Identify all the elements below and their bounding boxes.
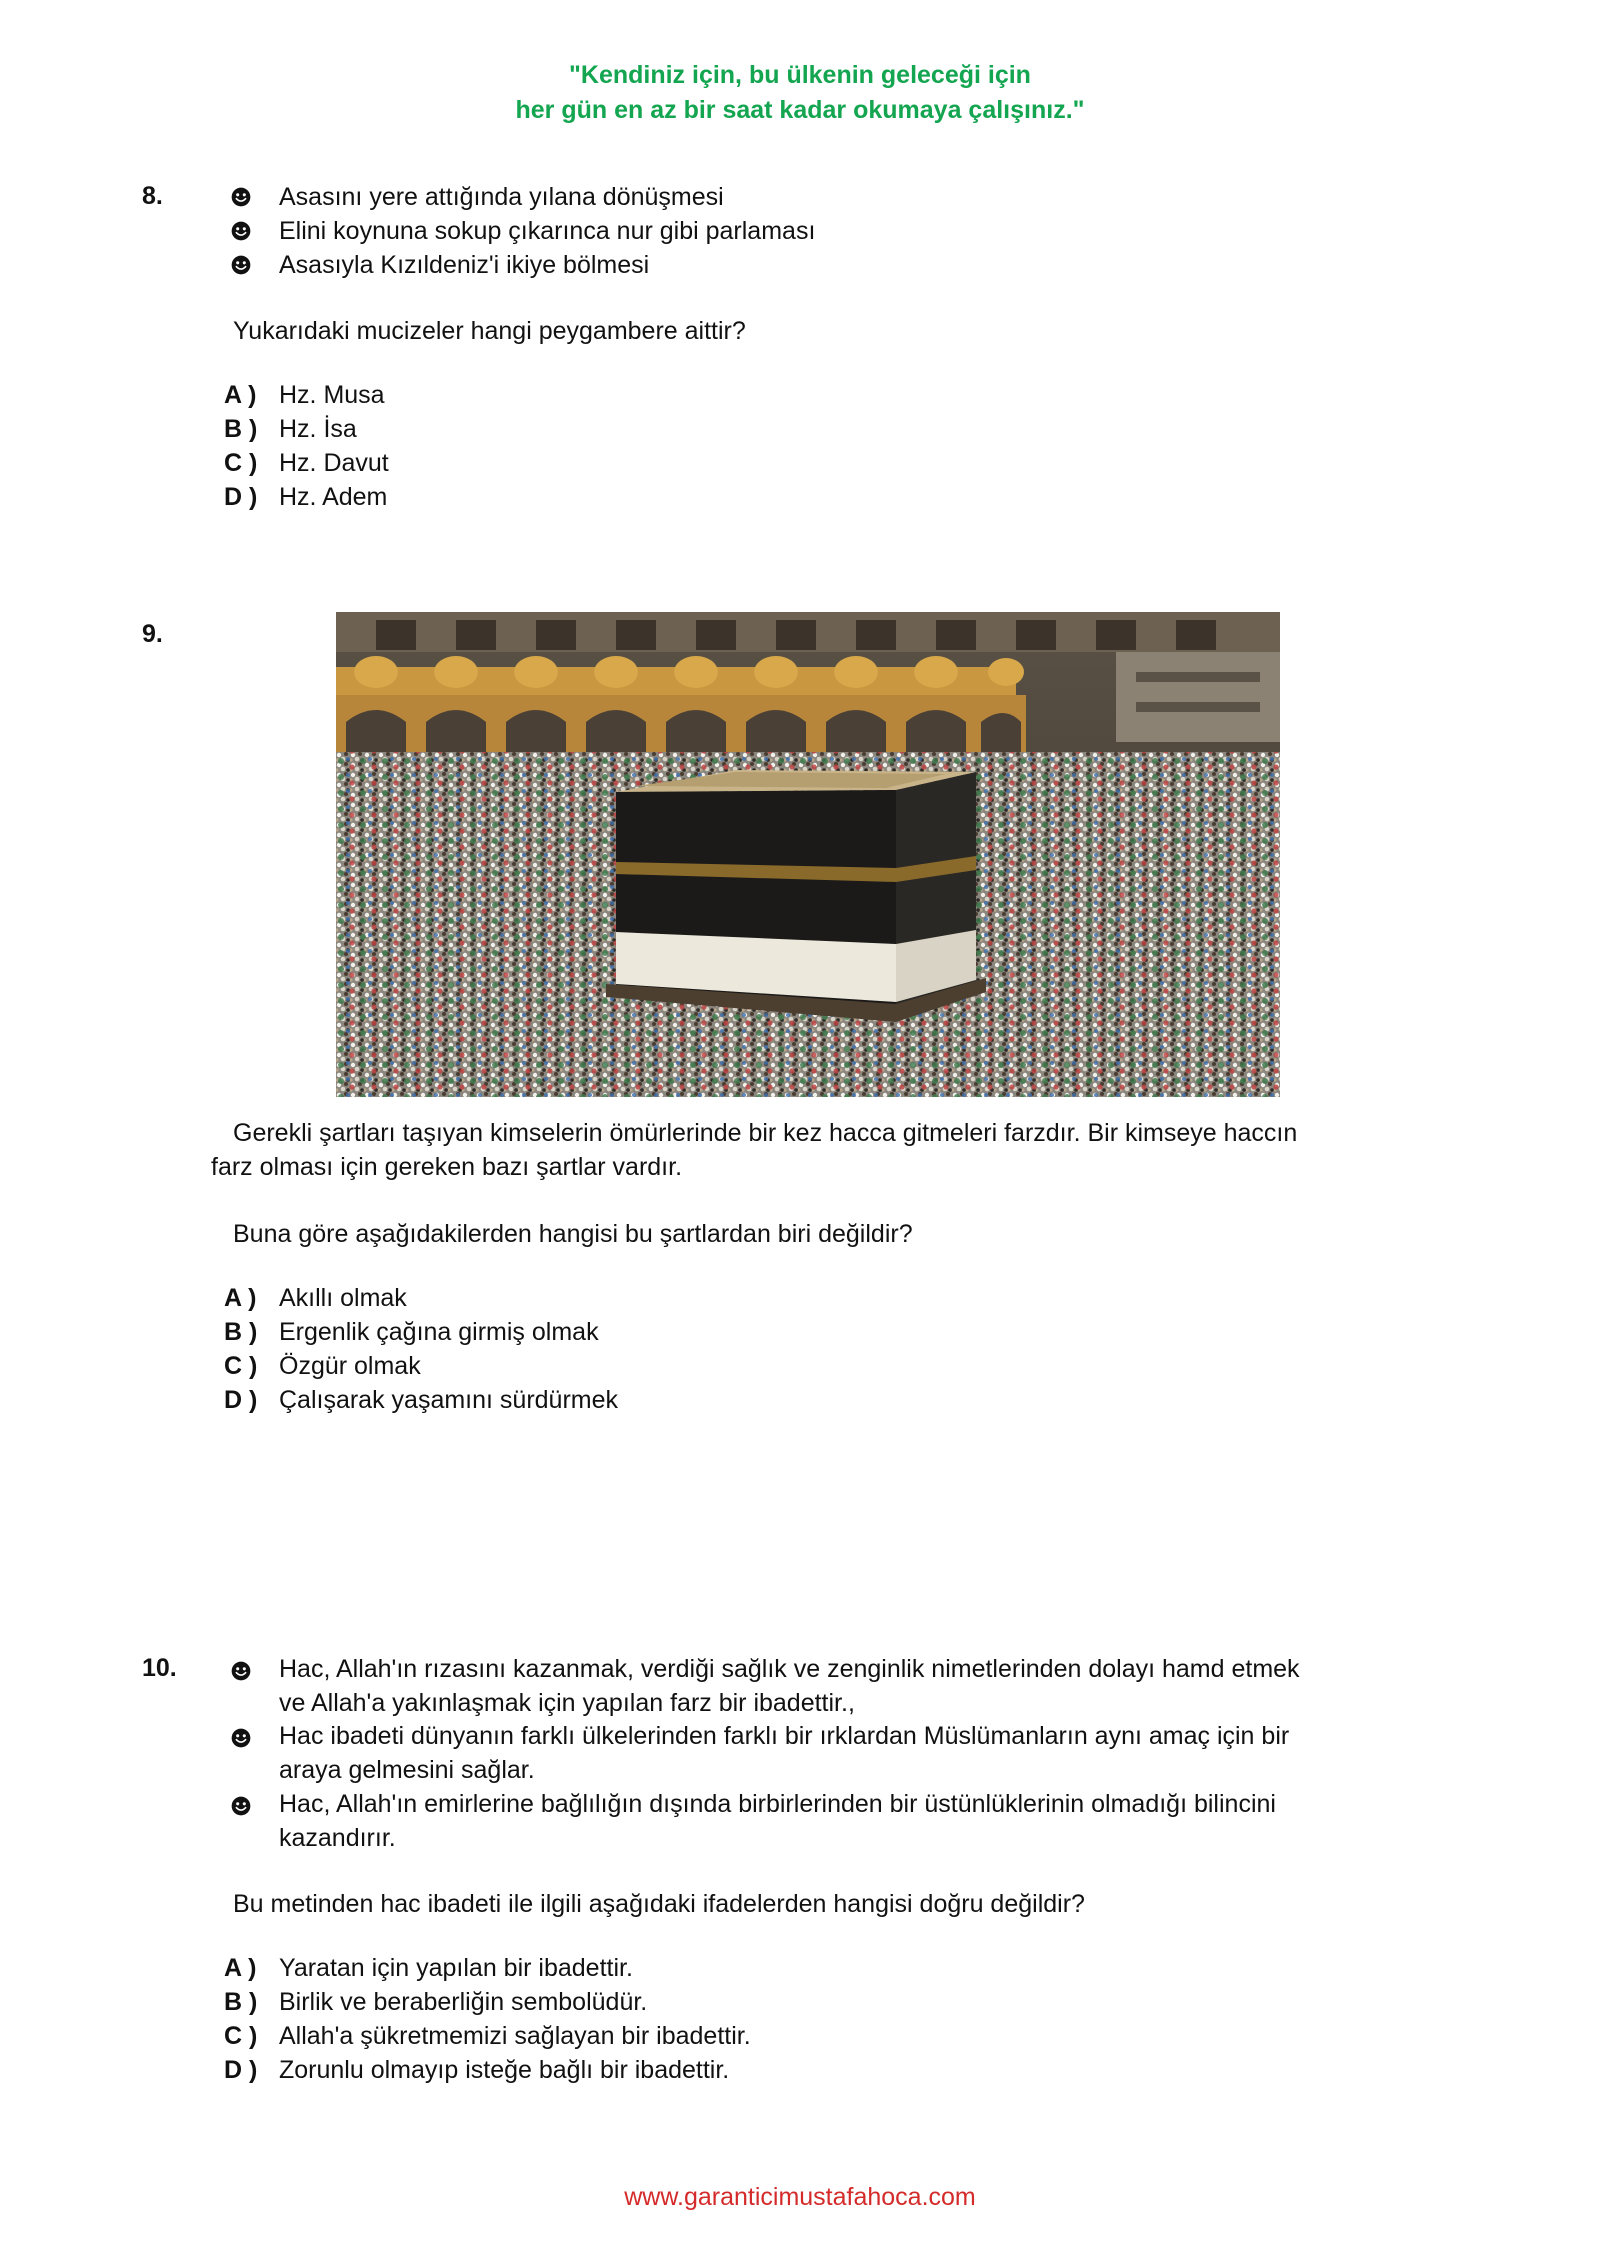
q9-option-d-letter: D )	[224, 1386, 258, 1414]
q8-bullet-3: Asasıyla Kızıldeniz'i ikiye bölmesi	[279, 251, 650, 279]
q8-bullet-1: Asasını yere attığında yılana dönüşmesi	[279, 183, 724, 211]
q10-option-c-letter: C )	[224, 2022, 258, 2050]
q10-option-d: Zorunlu olmayıp isteğe bağlı bir ibadettir.	[279, 2056, 730, 2084]
q8-option-d-letter: D )	[224, 483, 258, 511]
q8-option-a-letter: A )	[224, 381, 257, 409]
q10-bullet-1-line-2: ve Allah'a yakınlaşmak için yapılan farz bir ibadettir.,	[279, 1689, 855, 1717]
q10-option-b-letter: B )	[224, 1988, 258, 2016]
footer-website-link[interactable]: www.garanticimustafahoca.com	[624, 2183, 976, 2211]
header-line-1: "Kendiniz için, bu ülkenin geleceği için	[569, 61, 1031, 89]
kaaba-photo	[336, 612, 1280, 1097]
q8-option-c: Hz. Davut	[279, 449, 389, 477]
question-9-number: 9.	[142, 620, 163, 648]
q10-option-a: Yaratan için yapılan bir ibadettir.	[279, 1954, 633, 1982]
q8-option-a: Hz. Musa	[279, 381, 385, 409]
smiley-icon	[230, 1660, 252, 1682]
smiley-icon	[230, 1727, 252, 1749]
q9-option-d: Çalışarak yaşamını sürdürmek	[279, 1386, 619, 1414]
q10-option-b: Birlik ve beraberliğin sembolüdür.	[279, 1988, 648, 2016]
q9-passage-line-1: Gerekli şartları taşıyan kimselerin ömürlerinde bir kez hacca gitmeleri farzdır. Bir kimseye haccın	[233, 1119, 1298, 1147]
q10-option-a-letter: A )	[224, 1954, 257, 1982]
question-8-number: 8.	[142, 182, 163, 210]
question-10-number: 10.	[142, 1654, 177, 1682]
q10-option-c: Allah'a şükretmemizi sağlayan bir ibadettir.	[279, 2022, 751, 2050]
q10-bullet-1-line-1: Hac, Allah'ın rızasını kazanmak, verdiği sağlık ve zenginlik nimetlerinden dolayı hamd etmek	[279, 1655, 1300, 1683]
q8-bullet-2: Elini koynuna sokup çıkarınca nur gibi parlaması	[279, 217, 816, 245]
smiley-icon	[230, 254, 252, 276]
header-quote	[0, 58, 1600, 128]
q8-option-b: Hz. İsa	[279, 415, 357, 443]
q10-bullet-2-line-1: Hac ibadeti dünyanın farklı ülkelerinden farklı bir ırklardan Müslümanların aynı amaç için bir	[279, 1722, 1290, 1750]
q9-option-a: Akıllı olmak	[279, 1284, 407, 1312]
header-line-2: her gün en az bir saat kadar okumaya çalışınız."	[515, 96, 1085, 124]
smiley-icon	[230, 1795, 252, 1817]
q8-option-d: Hz. Adem	[279, 483, 388, 511]
q9-option-c: Özgür olmak	[279, 1352, 421, 1380]
q10-bullet-3-line-2: kazandırır.	[279, 1824, 396, 1852]
q9-passage-line-2: farz olması için gereken bazı şartlar vardır.	[211, 1153, 683, 1181]
q10-question: Bu metinden hac ibadeti ile ilgili aşağıdaki ifadelerden hangisi doğru değildir?	[233, 1890, 1085, 1918]
q9-question: Buna göre aşağıdakilerden hangisi bu şartlardan biri değildir?	[233, 1220, 913, 1248]
q10-bullet-3-line-1: Hac, Allah'ın emirlerine bağlılığın dışında birbirlerinden bir üstünlüklerinin olmadığı bilincini	[279, 1790, 1276, 1818]
smiley-icon	[230, 186, 252, 208]
q8-question: Yukarıdaki mucizeler hangi peygambere aittir?	[233, 317, 746, 345]
q10-option-d-letter: D )	[224, 2056, 258, 2084]
q9-option-b-letter: B )	[224, 1318, 258, 1346]
q9-option-a-letter: A )	[224, 1284, 257, 1312]
q9-option-c-letter: C )	[224, 1352, 258, 1380]
q8-option-c-letter: C )	[224, 449, 258, 477]
q9-option-b: Ergenlik çağına girmiş olmak	[279, 1318, 599, 1346]
q10-bullet-2-line-2: araya gelmesini sağlar.	[279, 1756, 535, 1784]
smiley-icon	[230, 220, 252, 242]
q8-option-b-letter: B )	[224, 415, 258, 443]
